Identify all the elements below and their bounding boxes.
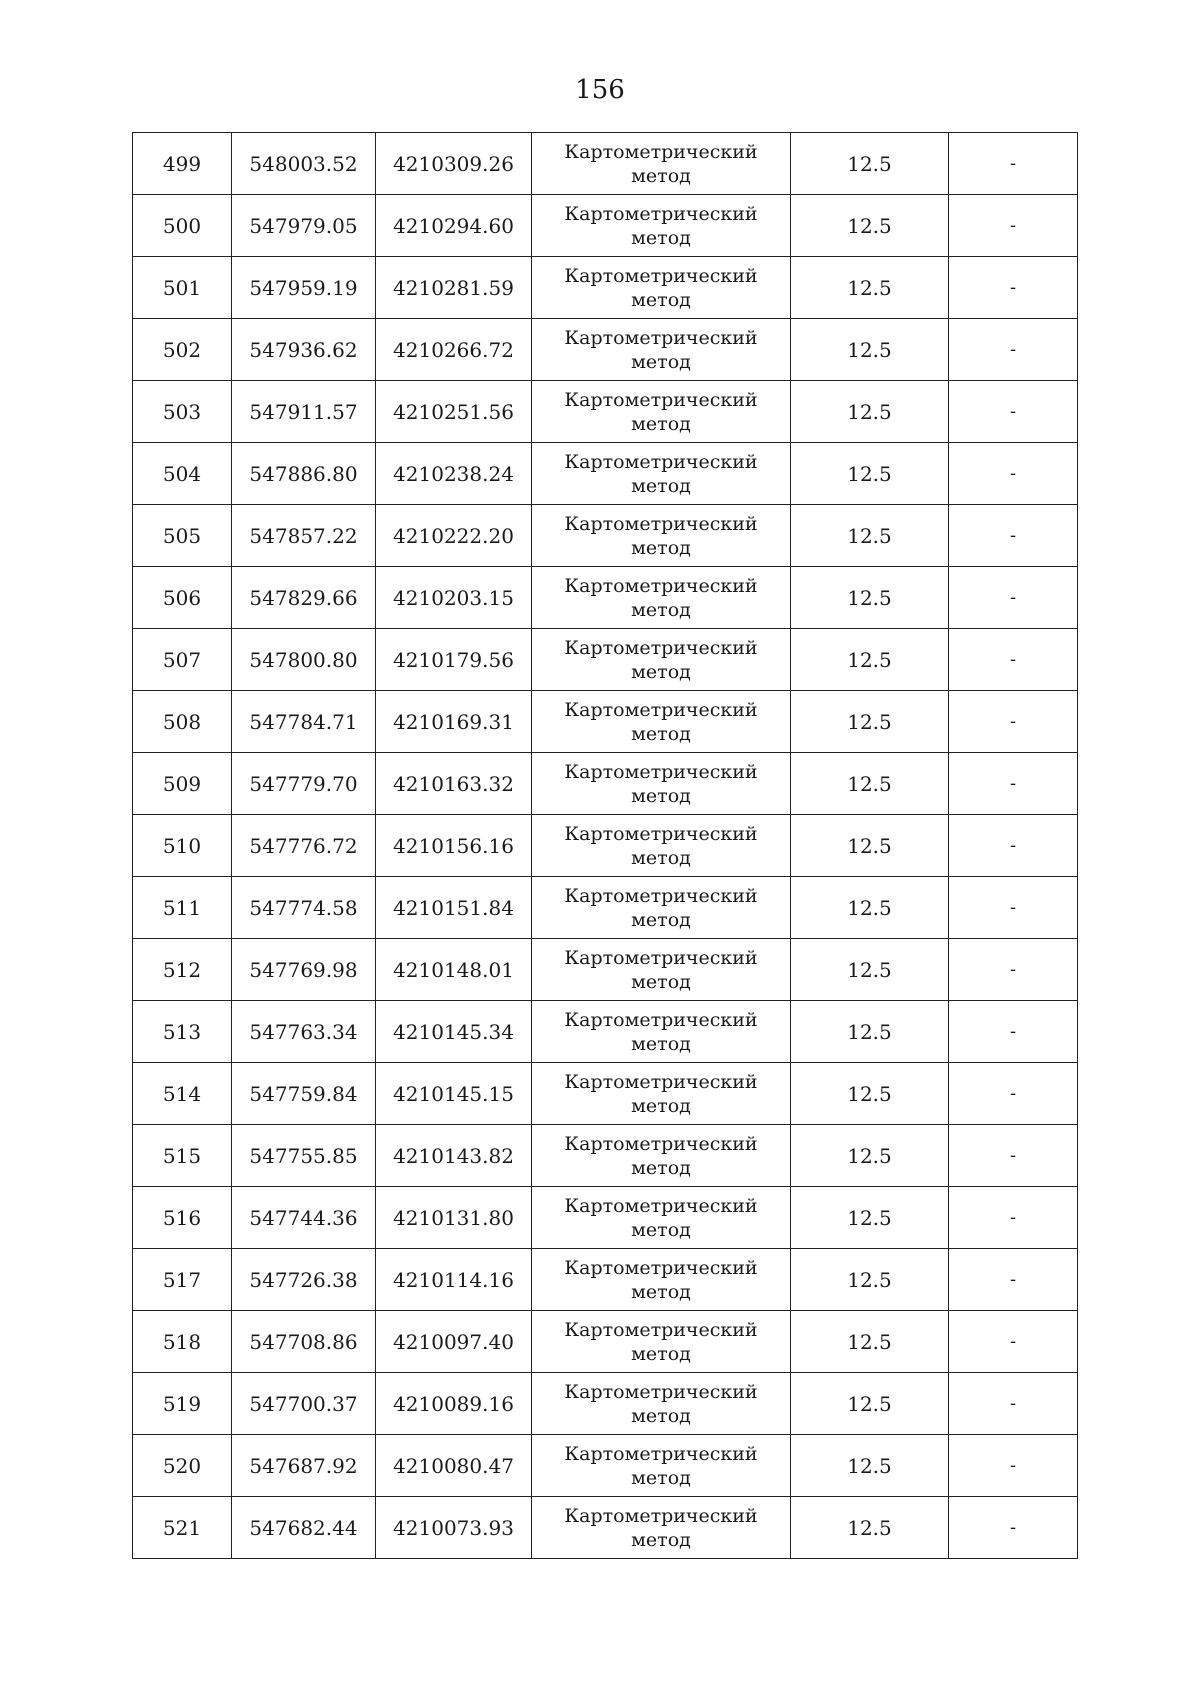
accuracy-cell: 12.5 — [791, 257, 949, 319]
method-cell: Картометрический метод — [532, 629, 791, 691]
x-coordinate-cell: 547763.34 — [232, 1001, 376, 1063]
note-cell: - — [949, 1435, 1078, 1497]
table-row — [133, 1187, 1078, 1249]
method-cell: Картометрический метод — [532, 257, 791, 319]
accuracy-cell: 12.5 — [791, 319, 949, 381]
method-cell: Картометрический метод — [532, 1311, 791, 1373]
table-row — [133, 381, 1078, 443]
table-row — [133, 815, 1078, 877]
note-cell: - — [949, 381, 1078, 443]
method-cell: Картометрический метод — [532, 1497, 791, 1559]
table-row — [133, 691, 1078, 753]
point-number-cell: 506 — [133, 567, 232, 629]
method-cell: Картометрический метод — [532, 195, 791, 257]
method-cell: Картометрический метод — [532, 1435, 791, 1497]
method-cell: Картометрический метод — [532, 753, 791, 815]
method-cell: Картометрический метод — [532, 133, 791, 195]
y-coordinate-cell: 4210097.40 — [376, 1311, 532, 1373]
point-number-cell: 504 — [133, 443, 232, 505]
y-coordinate-cell: 4210080.47 — [376, 1435, 532, 1497]
y-coordinate-cell: 4210179.56 — [376, 629, 532, 691]
point-number-cell: 499 — [133, 133, 232, 195]
accuracy-cell: 12.5 — [791, 1373, 949, 1435]
accuracy-cell: 12.5 — [791, 939, 949, 1001]
y-coordinate-cell: 4210156.16 — [376, 815, 532, 877]
note-cell: - — [949, 1187, 1078, 1249]
table-row — [133, 1311, 1078, 1373]
table-row — [133, 133, 1078, 195]
point-number-cell: 514 — [133, 1063, 232, 1125]
point-number-cell: 509 — [133, 753, 232, 815]
x-coordinate-cell: 547784.71 — [232, 691, 376, 753]
y-coordinate-cell: 4210203.15 — [376, 567, 532, 629]
point-number-cell: 502 — [133, 319, 232, 381]
accuracy-cell: 12.5 — [791, 1063, 949, 1125]
point-number-cell: 515 — [133, 1125, 232, 1187]
x-coordinate-cell: 547687.92 — [232, 1435, 376, 1497]
x-coordinate-cell: 547800.80 — [232, 629, 376, 691]
point-number-cell: 520 — [133, 1435, 232, 1497]
table-body — [133, 133, 1078, 1559]
x-coordinate-cell: 547726.38 — [232, 1249, 376, 1311]
note-cell: - — [949, 753, 1078, 815]
method-cell: Картометрический метод — [532, 877, 791, 939]
method-cell: Картометрический метод — [532, 381, 791, 443]
table-row — [133, 1249, 1078, 1311]
method-cell: Картометрический метод — [532, 1063, 791, 1125]
x-coordinate-cell: 547774.58 — [232, 877, 376, 939]
x-coordinate-cell: 547959.19 — [232, 257, 376, 319]
x-coordinate-cell: 547776.72 — [232, 815, 376, 877]
note-cell: - — [949, 1001, 1078, 1063]
method-cell: Картометрический метод — [532, 1249, 791, 1311]
table-row — [133, 1063, 1078, 1125]
table-row — [133, 567, 1078, 629]
method-cell: Картометрический метод — [532, 443, 791, 505]
accuracy-cell: 12.5 — [791, 443, 949, 505]
point-number-cell: 512 — [133, 939, 232, 1001]
table-row — [133, 505, 1078, 567]
note-cell: - — [949, 133, 1078, 195]
point-number-cell: 518 — [133, 1311, 232, 1373]
coordinates-table — [132, 132, 1078, 1559]
note-cell: - — [949, 257, 1078, 319]
table-row — [133, 629, 1078, 691]
accuracy-cell: 12.5 — [791, 1125, 949, 1187]
table-row — [133, 1125, 1078, 1187]
accuracy-cell: 12.5 — [791, 1001, 949, 1063]
accuracy-cell: 12.5 — [791, 1497, 949, 1559]
note-cell: - — [949, 629, 1078, 691]
table-row — [133, 195, 1078, 257]
accuracy-cell: 12.5 — [791, 1187, 949, 1249]
y-coordinate-cell: 4210131.80 — [376, 1187, 532, 1249]
point-number-cell: 510 — [133, 815, 232, 877]
x-coordinate-cell: 547911.57 — [232, 381, 376, 443]
y-coordinate-cell: 4210143.82 — [376, 1125, 532, 1187]
point-number-cell: 513 — [133, 1001, 232, 1063]
method-cell: Картометрический метод — [532, 1373, 791, 1435]
method-cell: Картометрический метод — [532, 319, 791, 381]
y-coordinate-cell: 4210114.16 — [376, 1249, 532, 1311]
accuracy-cell: 12.5 — [791, 1311, 949, 1373]
accuracy-cell: 12.5 — [791, 133, 949, 195]
note-cell: - — [949, 1497, 1078, 1559]
method-cell: Картометрический метод — [532, 1125, 791, 1187]
x-coordinate-cell: 547886.80 — [232, 443, 376, 505]
point-number-cell: 517 — [133, 1249, 232, 1311]
note-cell: - — [949, 195, 1078, 257]
y-coordinate-cell: 4210309.26 — [376, 133, 532, 195]
y-coordinate-cell: 4210145.15 — [376, 1063, 532, 1125]
accuracy-cell: 12.5 — [791, 1435, 949, 1497]
accuracy-cell: 12.5 — [791, 877, 949, 939]
accuracy-cell: 12.5 — [791, 567, 949, 629]
x-coordinate-cell: 547936.62 — [232, 319, 376, 381]
table-row — [133, 939, 1078, 1001]
x-coordinate-cell: 547755.85 — [232, 1125, 376, 1187]
table-row — [133, 1373, 1078, 1435]
x-coordinate-cell: 548003.52 — [232, 133, 376, 195]
table-row — [133, 877, 1078, 939]
table-row — [133, 257, 1078, 319]
note-cell: - — [949, 939, 1078, 1001]
note-cell: - — [949, 1373, 1078, 1435]
note-cell: - — [949, 1311, 1078, 1373]
accuracy-cell: 12.5 — [791, 381, 949, 443]
x-coordinate-cell: 547769.98 — [232, 939, 376, 1001]
y-coordinate-cell: 4210238.24 — [376, 443, 532, 505]
y-coordinate-cell: 4210145.34 — [376, 1001, 532, 1063]
point-number-cell: 519 — [133, 1373, 232, 1435]
x-coordinate-cell: 547744.36 — [232, 1187, 376, 1249]
x-coordinate-cell: 547829.66 — [232, 567, 376, 629]
y-coordinate-cell: 4210266.72 — [376, 319, 532, 381]
point-number-cell: 507 — [133, 629, 232, 691]
y-coordinate-cell: 4210281.59 — [376, 257, 532, 319]
note-cell: - — [949, 567, 1078, 629]
x-coordinate-cell: 547979.05 — [232, 195, 376, 257]
y-coordinate-cell: 4210222.20 — [376, 505, 532, 567]
accuracy-cell: 12.5 — [791, 815, 949, 877]
point-number-cell: 501 — [133, 257, 232, 319]
note-cell: - — [949, 1249, 1078, 1311]
note-cell: - — [949, 1125, 1078, 1187]
method-cell: Картометрический метод — [532, 505, 791, 567]
y-coordinate-cell: 4210073.93 — [376, 1497, 532, 1559]
accuracy-cell: 12.5 — [791, 505, 949, 567]
note-cell: - — [949, 505, 1078, 567]
page-number: 156 — [575, 75, 625, 105]
y-coordinate-cell: 4210169.31 — [376, 691, 532, 753]
point-number-cell: 503 — [133, 381, 232, 443]
note-cell: - — [949, 443, 1078, 505]
accuracy-cell: 12.5 — [791, 753, 949, 815]
y-coordinate-cell: 4210163.32 — [376, 753, 532, 815]
method-cell: Картометрический метод — [532, 1001, 791, 1063]
y-coordinate-cell: 4210148.01 — [376, 939, 532, 1001]
method-cell: Картометрический метод — [532, 691, 791, 753]
table-row — [133, 1001, 1078, 1063]
y-coordinate-cell: 4210151.84 — [376, 877, 532, 939]
table-row — [133, 319, 1078, 381]
accuracy-cell: 12.5 — [791, 195, 949, 257]
method-cell: Картометрический метод — [532, 939, 791, 1001]
x-coordinate-cell: 547708.86 — [232, 1311, 376, 1373]
point-number-cell: 500 — [133, 195, 232, 257]
x-coordinate-cell: 547682.44 — [232, 1497, 376, 1559]
note-cell: - — [949, 691, 1078, 753]
point-number-cell: 511 — [133, 877, 232, 939]
x-coordinate-cell: 547857.22 — [232, 505, 376, 567]
y-coordinate-cell: 4210089.16 — [376, 1373, 532, 1435]
accuracy-cell: 12.5 — [791, 691, 949, 753]
table-row — [133, 443, 1078, 505]
note-cell: - — [949, 877, 1078, 939]
method-cell: Картометрический метод — [532, 815, 791, 877]
y-coordinate-cell: 4210251.56 — [376, 381, 532, 443]
point-number-cell: 508 — [133, 691, 232, 753]
point-number-cell: 505 — [133, 505, 232, 567]
method-cell: Картометрический метод — [532, 1187, 791, 1249]
accuracy-cell: 12.5 — [791, 629, 949, 691]
accuracy-cell: 12.5 — [791, 1249, 949, 1311]
point-number-cell: 521 — [133, 1497, 232, 1559]
x-coordinate-cell: 547700.37 — [232, 1373, 376, 1435]
table-row — [133, 1497, 1078, 1559]
note-cell: - — [949, 815, 1078, 877]
table-row — [133, 1435, 1078, 1497]
note-cell: - — [949, 319, 1078, 381]
x-coordinate-cell: 547779.70 — [232, 753, 376, 815]
y-coordinate-cell: 4210294.60 — [376, 195, 532, 257]
note-cell: - — [949, 1063, 1078, 1125]
x-coordinate-cell: 547759.84 — [232, 1063, 376, 1125]
method-cell: Картометрический метод — [532, 567, 791, 629]
point-number-cell: 516 — [133, 1187, 232, 1249]
table-row — [133, 753, 1078, 815]
